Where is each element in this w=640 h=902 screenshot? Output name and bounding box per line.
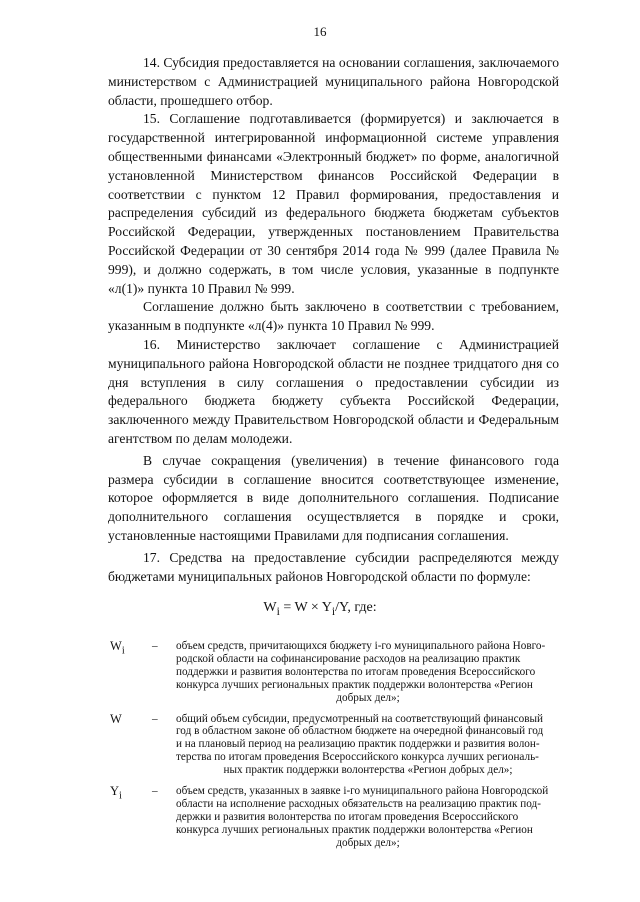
definition-term: $W_i$ — [110, 639, 125, 657]
definition-dash: – — [152, 785, 158, 798]
definition-term: W — [110, 711, 122, 726]
definition-text: объем средств, причитающихся бюджету i-го муниципального района Новго- родской области на софинансирование расходов на реализацию практик поддержки и развития волонтерства по итогам проведения Всероссийского конкурса лучших региональных практик поддержки волонтерства «Регион добрых дел»; — [176, 640, 546, 704]
definition-text: общий объем субсидии, предусмотренный на соответствующий финансовый год в областном законе об областном бюджете на очередной финансовый год и на плановый период на реализацию практик поддержки и развития волон- терства по итогам проведения Всероссийского конкурса лучших региональ- ных практик поддержки волонтерства «Регион добрых дел»; — [176, 712, 544, 777]
definition-term: $Y_i$ — [110, 784, 122, 802]
definition-dash: – — [152, 640, 158, 652]
paragraph: Соглашение должно быть заключено в соответствии с требованием, указанным в подпункте «л(4)» пункта 10 Правил № 999. — [108, 299, 559, 334]
formula — [0, 600, 640, 618]
paragraph: 14. Субсидия предоставляется на основании соглашения, заключаемого министерством с Администрацией муниципального района Новгородской области, прошедшего отбор. — [108, 55, 559, 108]
formula-rest: = W × Y — [279, 600, 332, 615]
formula-w: W — [263, 600, 277, 615]
paragraph: В случае сокращения (увеличения) в течение финансового года размера субсидии в соглашение вносится соответствующее изменение, которое оформляется в виде дополнительного соглашения. Подписание дополнительного соглашения осуществляется в порядке и сроки, установленные настоящими Правилами для подписания соглашения. — [108, 452, 559, 543]
definition-item — [110, 785, 560, 850]
formula-sub-i: i — [331, 604, 336, 618]
paragraph: 16. Министерство заключает соглашение с Администрацией муниципального района Новгородской области не позднее тридцатого дня со дня вступления в силу соглашения о предоставлении субсидии из федерального бюджета бюджету субъекта Российской Федерации, заключенного между Правительством Новгородской области и Федеральным агентством по делам молодежи. — [108, 336, 559, 446]
definitions-list — [110, 640, 560, 858]
paragraph: 17. Средства на предоставление субсидии распределяются между бюджетами муниципальных районов Новгородской области по формуле: — [108, 549, 559, 584]
definition-item — [110, 640, 560, 705]
definition-item — [110, 713, 560, 778]
page-number: 16 — [313, 24, 327, 39]
definition-dash: – — [152, 712, 158, 725]
formula-sub-i: i — [276, 604, 280, 618]
formula-tail: /Y, где: — [335, 600, 377, 615]
body-text — [108, 54, 559, 586]
definition-text: объем средств, указанных в заявке i-го муниципального района Новгородской области на исполнение расходных обязательств на реализацию практик под- держки и развития волонтерства по итогам проведения Всероссийского конкурса лучших региональных практик поддержки волонтерства «Регион добрых дел»; — [176, 785, 549, 849]
paragraph: 15. Соглашение подготавливается (формируется) и заключается в государственной интегрированной информационной системе управления общественными финансами «Электронный бюджет» по форме, аналогичной установленной Министерством финансов Российской Федерации в соответствии с пунктом 12 Правил формирования, предоставления и распределения субсидий из федерального бюджета бюджетам субъектов Российской Федерации, утвержденных постановлением Правительства Российской Федерации от 30 сентября 2014 года № 999 (далее Правила № 999), и должно содержать, в том числе условия, указанные в подпункте «л(1)» пункта 10 Правил № 999. — [108, 111, 559, 296]
